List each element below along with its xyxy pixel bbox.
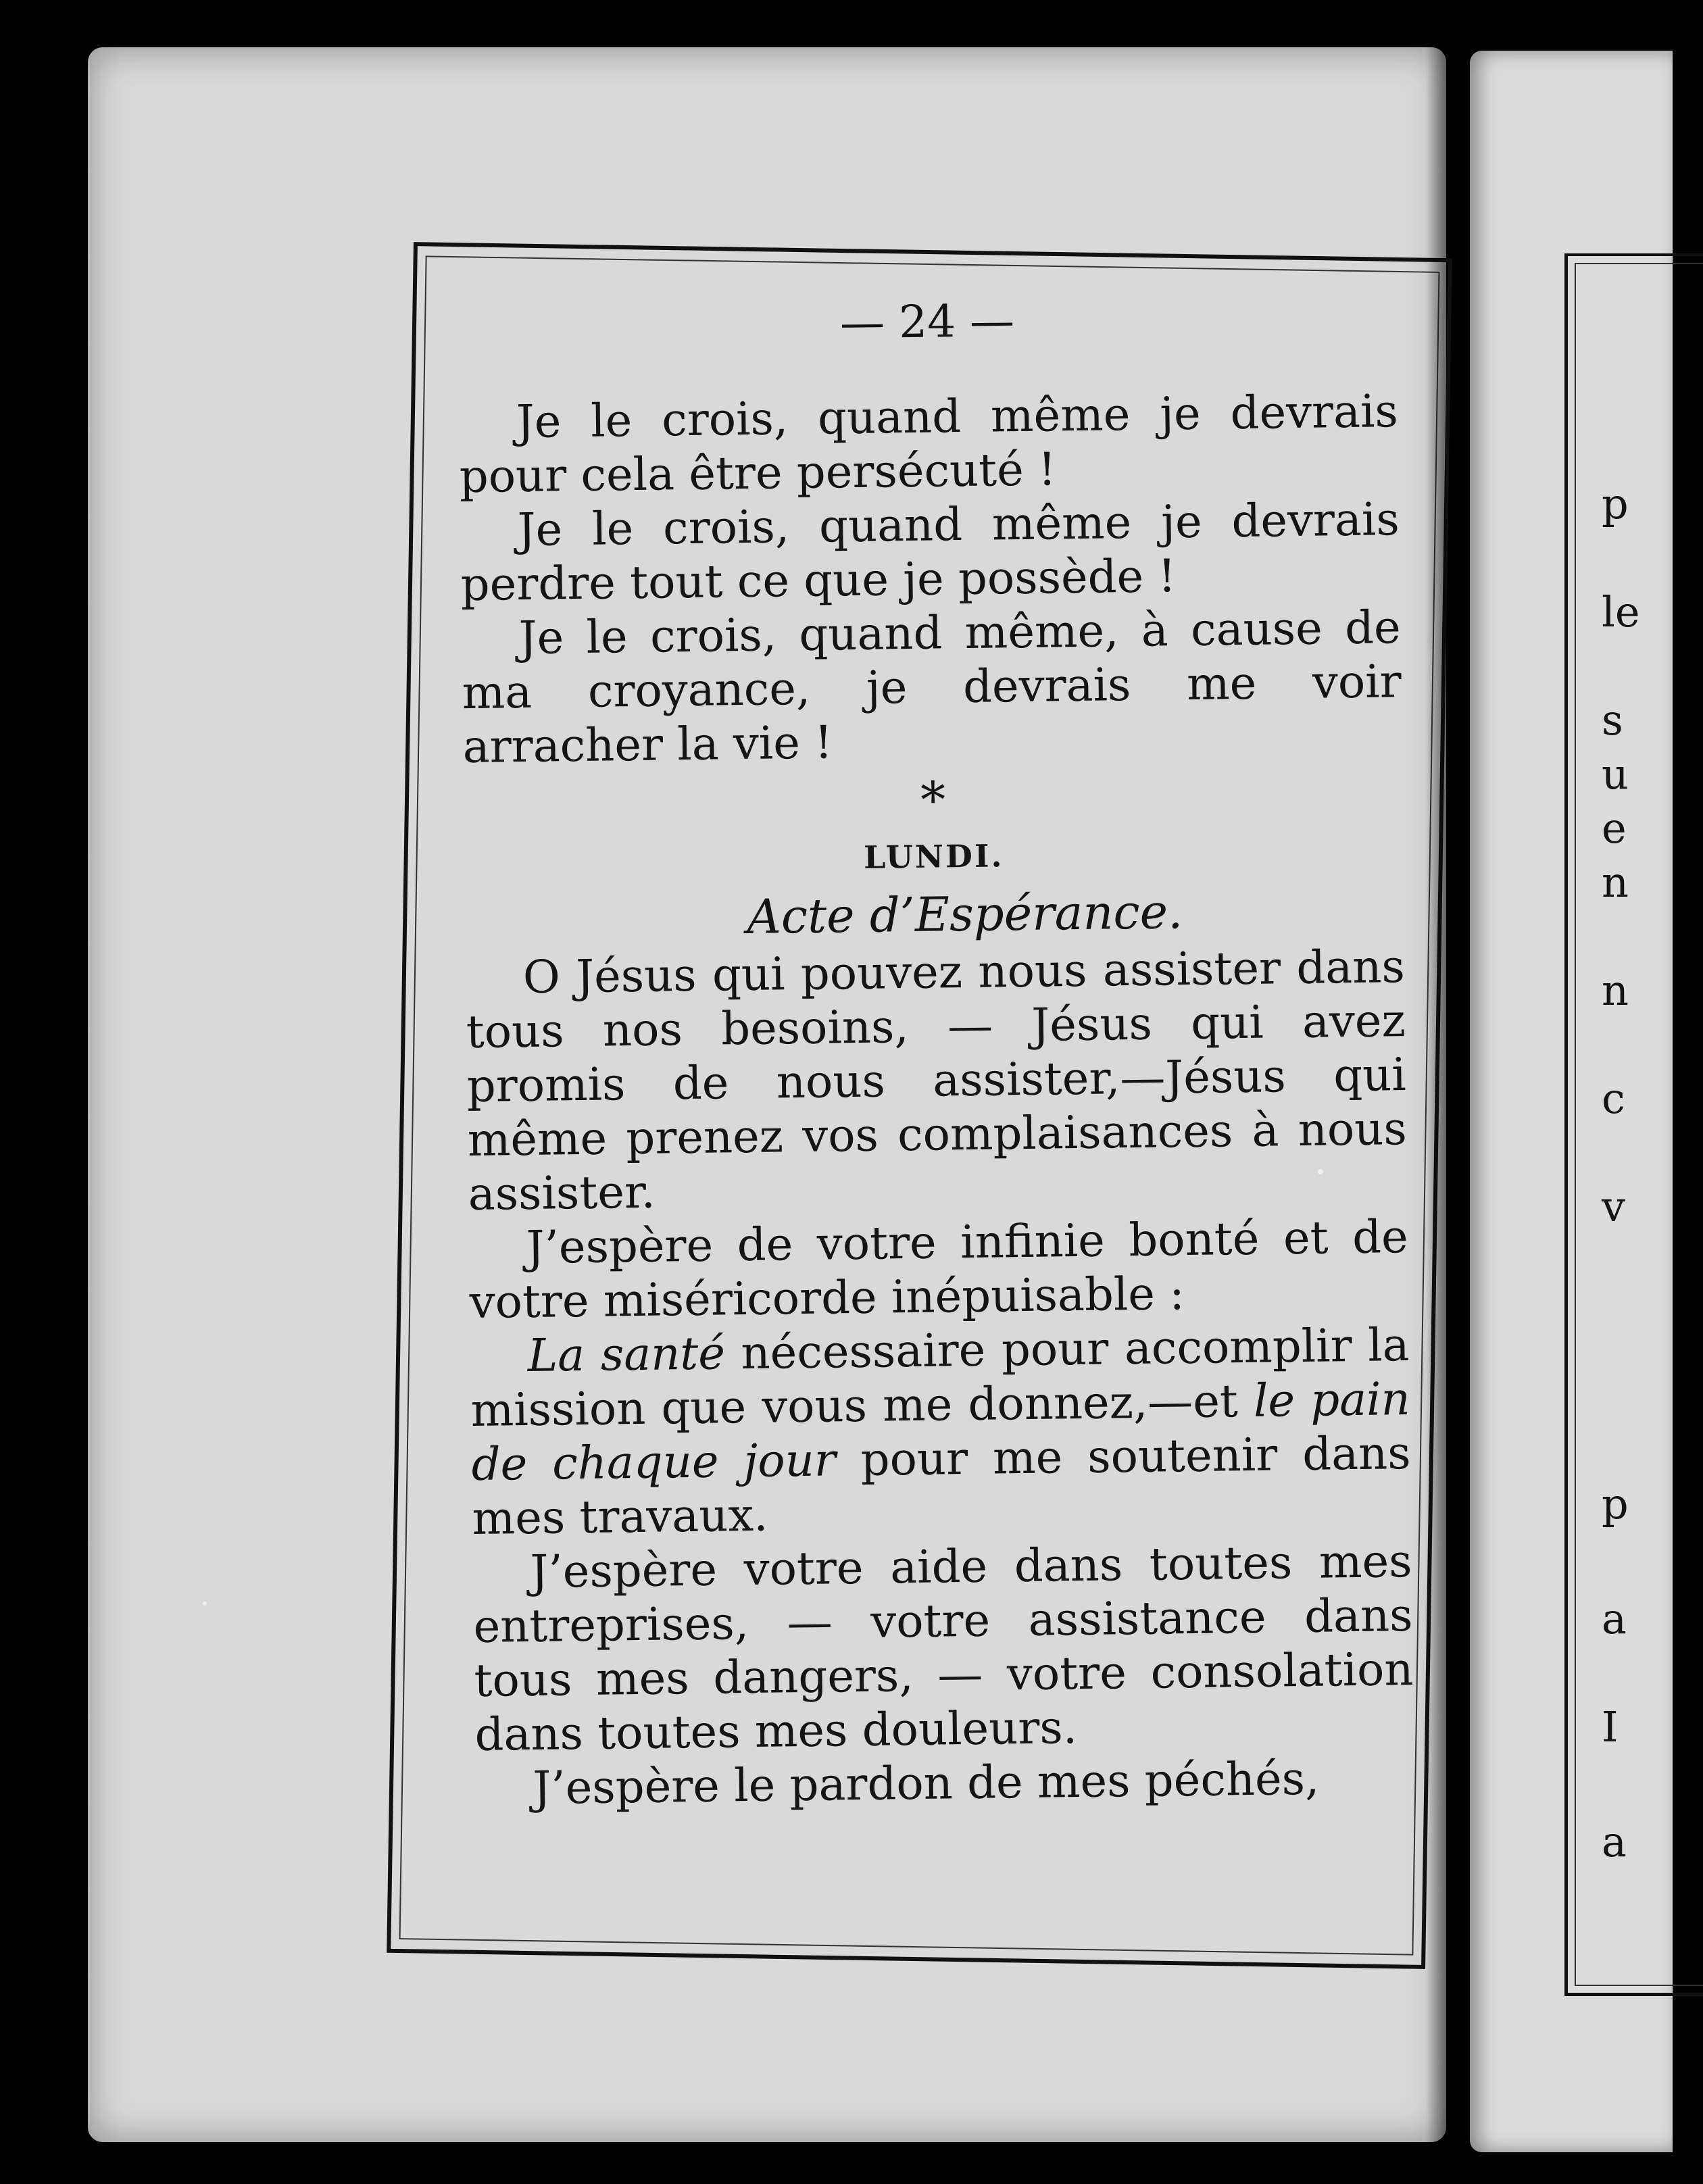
next-page-letter: a	[1602, 1817, 1627, 1866]
next-page-letter: a	[1602, 1594, 1627, 1643]
right-page-edge	[1470, 51, 1673, 2152]
next-page-letter: c	[1602, 1074, 1625, 1123]
next-page-letter: le	[1602, 587, 1640, 637]
italic-phrase-daily-bread: le pain de chaque jour	[471, 1372, 1411, 1491]
next-page-letter: p	[1602, 479, 1629, 528]
paragraph-faith-3: Je le crois, quand même, à cause de ma croyance, je devrais me voir arracher la vie !	[462, 601, 1402, 774]
right-page-frame	[1564, 253, 1703, 1996]
next-page-letter: v	[1602, 1182, 1626, 1231]
italic-phrase-health: La santé	[527, 1326, 726, 1382]
paper-speck	[203, 1602, 207, 1606]
paragraph-hope-5: J’espère le pardon de mes péchés,	[533, 1752, 1320, 1814]
next-page-letter: I	[1602, 1702, 1619, 1752]
paragraph-faith-1: Je le crois, quand même je devrais pour cela être persécuté !	[459, 384, 1399, 503]
next-page-letter: u	[1602, 749, 1629, 799]
paragraph-hope-4: J’espère votre aide dans toutes mes entreprises, — votre assistance dans tous mes dangers, — votre consolation dans toutes mes douleurs.	[473, 1534, 1414, 1761]
next-page-letter: e	[1602, 803, 1627, 853]
paragraph-hope-3-text-a: nécessaire pour accomplir la mission que vous me donnez,—et	[470, 1318, 1410, 1437]
next-page-letter: n	[1602, 858, 1629, 907]
text-block	[458, 289, 1415, 1816]
paper-speck	[1318, 1169, 1323, 1174]
paragraph-hope-3-text-b: pour me soutenir dans mes travaux.	[472, 1426, 1412, 1545]
paragraph-faith-2: Je le crois, quand même je devrais perdre tout ce que je possède !	[460, 493, 1400, 612]
section-title: Acte d’Espérance.	[746, 884, 1183, 945]
next-page-letter: s	[1602, 695, 1623, 745]
day-heading: LUNDI.	[863, 837, 1004, 876]
page-number: — 24 —	[839, 295, 1015, 349]
paragraph-hope-2: J’espère de votre infinie bonté et de votre miséricorde inépuisable :	[469, 1210, 1409, 1329]
section-separator: *	[920, 771, 946, 830]
next-page-letter: n	[1602, 966, 1629, 1015]
text-frame	[387, 242, 1452, 1969]
paragraph-hope-3	[470, 1318, 1412, 1545]
next-page-letter: p	[1602, 1479, 1629, 1529]
left-page	[88, 47, 1446, 2142]
paragraph-hope-1: O Jésus qui pouvez nous assister dans tous nos besoins, — Jésus qui avez promis de nous assister,—Jésus qui même prenez vos complaisances à nous assister.	[466, 940, 1408, 1221]
